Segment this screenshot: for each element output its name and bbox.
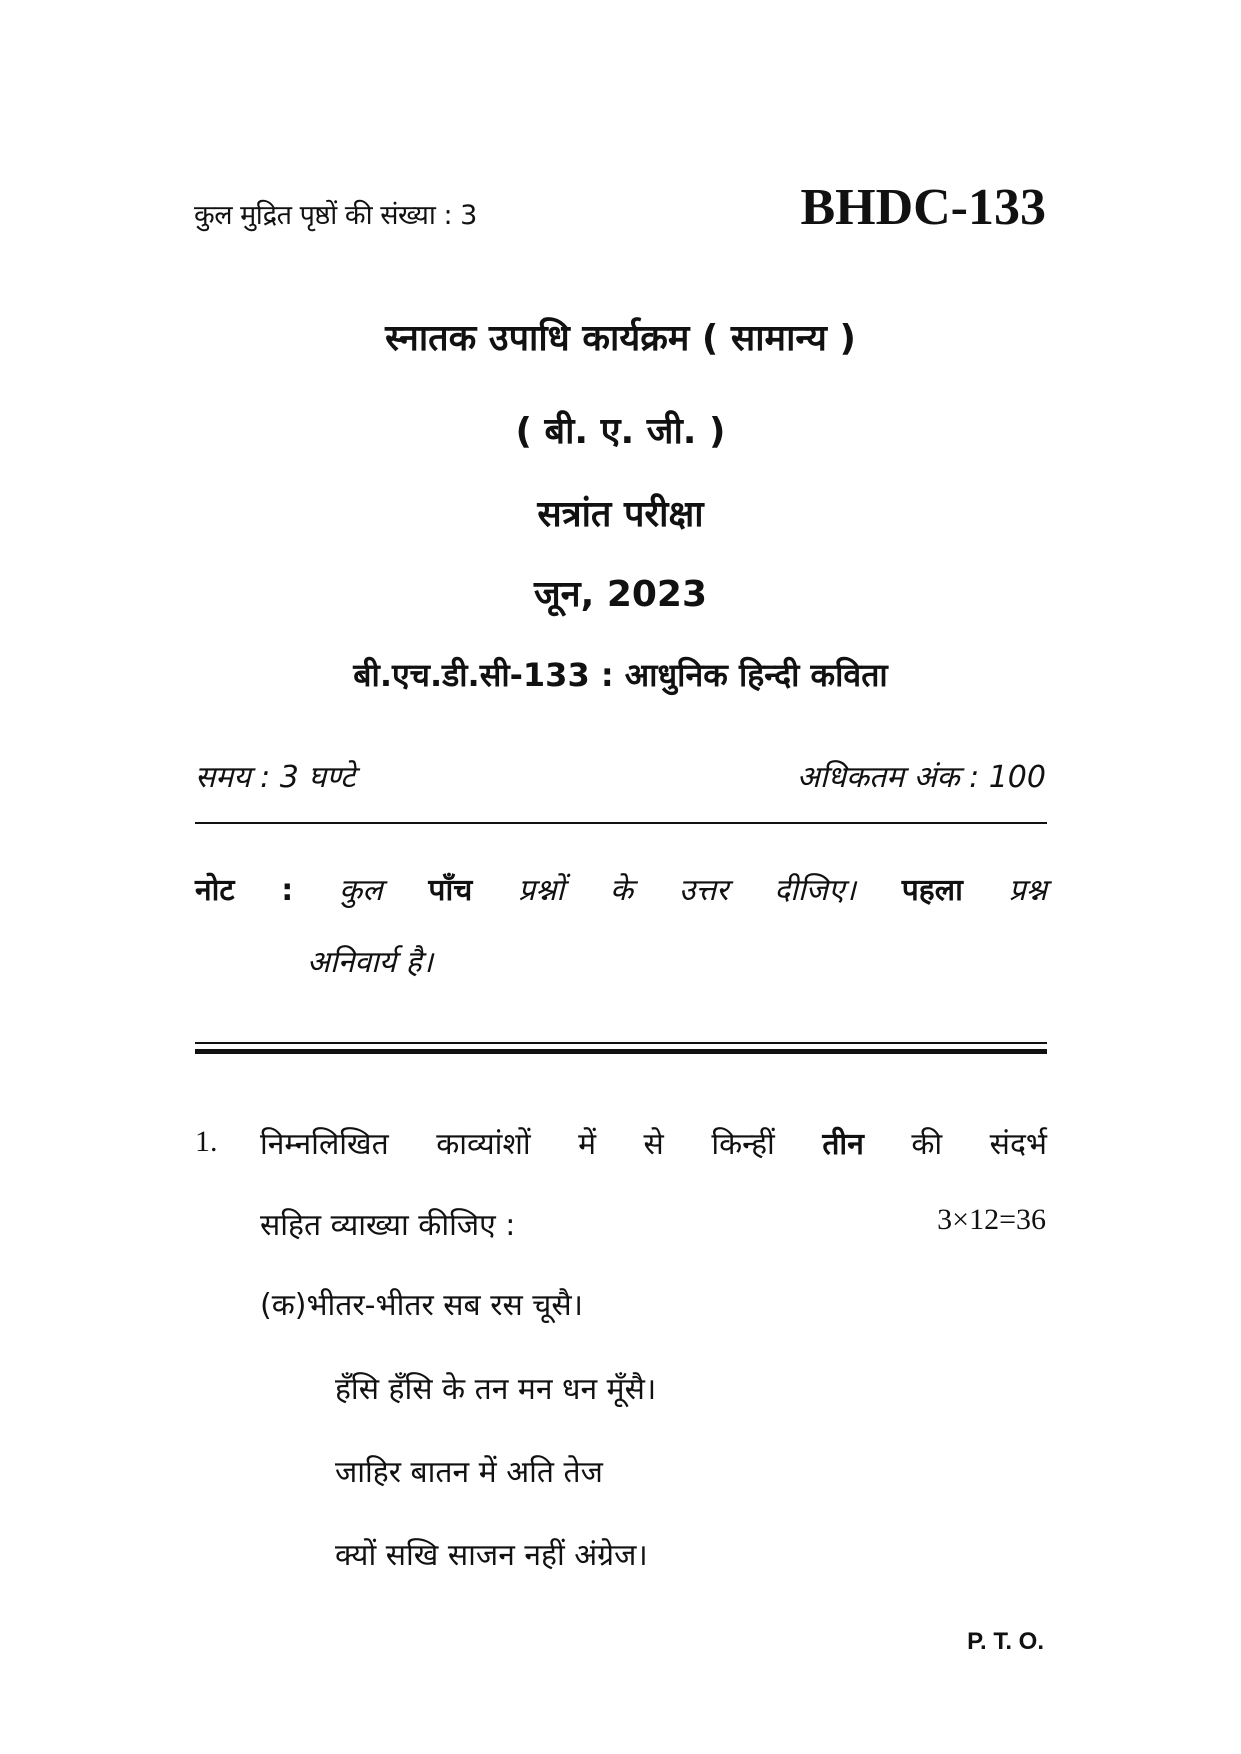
paper-title: बी.एच.डी.सी-133 : आधुनिक हिन्दी कविता — [353, 656, 888, 694]
instructions-note — [195, 868, 1047, 909]
question-text-part: निम्नलिखित काव्यांशों में से किन्हीं — [260, 1127, 775, 1162]
session-title: जून, 2023 — [533, 574, 708, 615]
maximum-marks: अधिकतम अंक : 100 — [796, 760, 1046, 795]
double-divider-thin — [195, 1042, 1047, 1044]
exam-title: सत्रांत परीक्षा — [537, 494, 704, 535]
question-marks: 3×12=36 — [937, 1203, 1046, 1236]
note-text: प्रश्न — [1008, 873, 1047, 908]
note-emphasis: पहला — [901, 873, 963, 908]
total-pages-label: कुल मुद्रित पृष्ठों की संख्या : 3 — [194, 200, 477, 231]
note-emphasis: पाँच — [428, 873, 473, 908]
question-text-line2: सहित व्याख्या कीजिए : — [260, 1208, 516, 1243]
instructions-note-line2: अनिवार्य है। — [307, 945, 434, 980]
time-allowed: समय : 3 घण्टे — [195, 760, 356, 795]
degree-title: ( बी. ए. जी. ) — [515, 411, 726, 452]
programme-title: स्नातक उपाधि कार्यक्रम ( सामान्य ) — [385, 318, 856, 359]
note-label: नोट : — [195, 873, 294, 908]
question-text-part: की संदर्भ — [911, 1127, 1047, 1162]
poem-line: जाहिर बातन में अति तेज — [335, 1455, 603, 1490]
poem-line: हँसि हँसि के तन मन धन मूँसै। — [335, 1372, 657, 1407]
course-code: BHDC-133 — [800, 179, 1046, 236]
question-text — [260, 1122, 1047, 1163]
divider — [195, 822, 1047, 824]
poem-line: क्यों सखि साजन नहीं अंग्रेज। — [335, 1538, 648, 1573]
poem-line: (क)भीतर-भीतर सब रस चूसै। — [260, 1288, 584, 1323]
note-text: प्रश्नों के उत्तर दीजिए। — [518, 873, 856, 908]
question-emphasis: तीन — [822, 1127, 864, 1162]
question-number: 1. — [195, 1125, 218, 1158]
note-text: कुल — [339, 873, 383, 908]
please-turn-over: P. T. O. — [967, 1628, 1044, 1655]
double-divider-thick — [195, 1049, 1047, 1054]
